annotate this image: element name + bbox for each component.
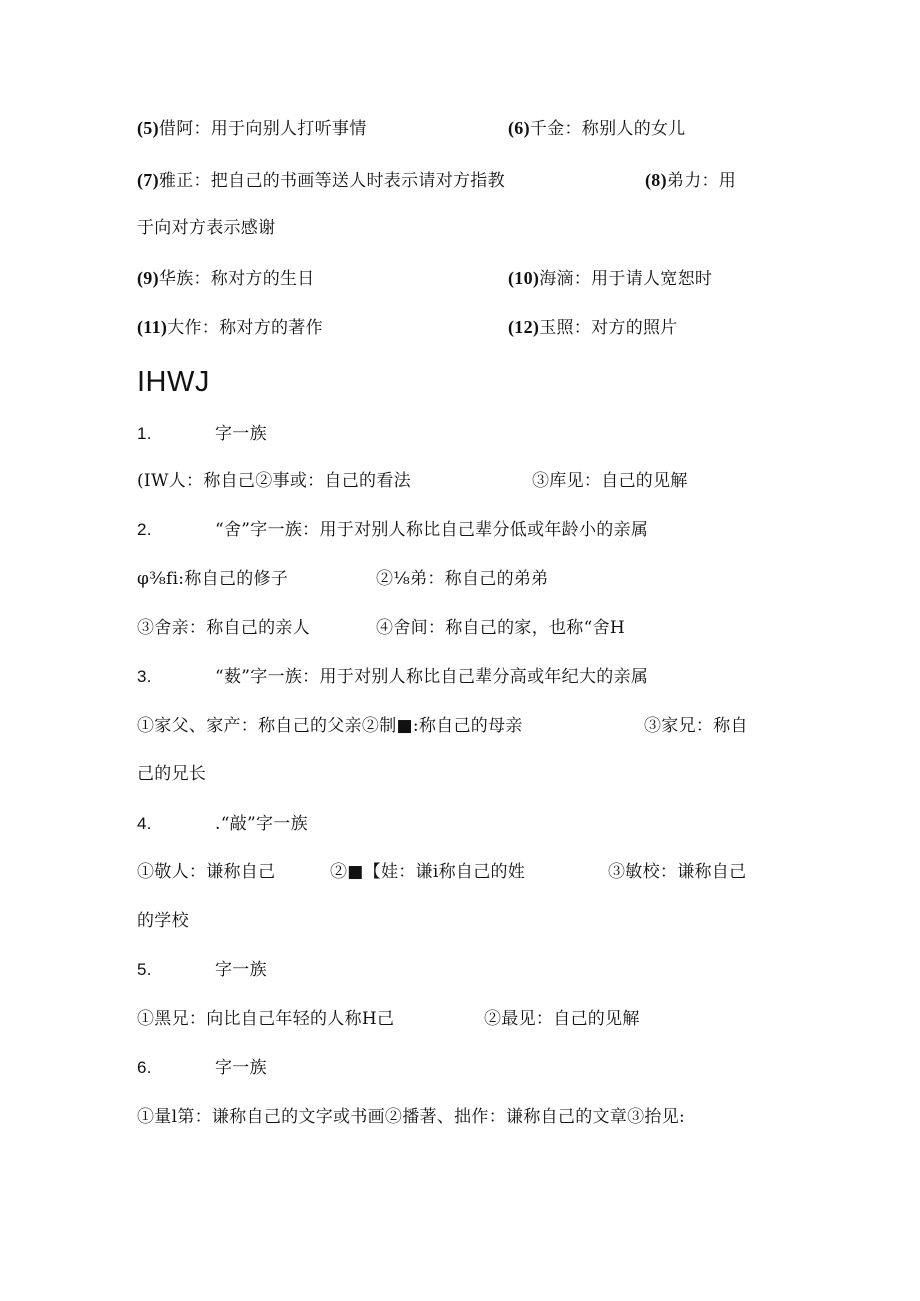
entry-text: ②⅛弟：称自己的弟弟: [376, 569, 549, 589]
item-8: [645, 168, 736, 193]
item-text: 千金：称别人的女儿: [529, 119, 686, 139]
family-3-line-1b: [644, 714, 748, 738]
item-number: (8): [645, 170, 667, 190]
entry-text: ③库见：自己的见解: [532, 471, 688, 491]
item-number: (6): [508, 118, 530, 138]
family-5-line-b: [484, 1007, 640, 1031]
entry-text: ①黑兄：向比自己年轻的人称H己: [137, 1009, 395, 1029]
item-7: [137, 168, 505, 193]
family-number: 5.: [137, 960, 152, 979]
section-heading: IHWJ: [137, 366, 210, 398]
entry-text: ③家兄：称自: [644, 716, 748, 736]
entry-text: ④舍间：称自己的家，也称“舍H: [376, 618, 626, 638]
entry-text: (IW人：称自己②事或：自己的看法: [137, 471, 411, 491]
entry-text: 的学校: [137, 911, 189, 931]
family-2-line-2b: [376, 616, 625, 640]
family-number: 1.: [137, 424, 152, 443]
entry-text: ②最见：自己的见解: [484, 1009, 640, 1029]
item-text: 华族：称对方的生日: [158, 269, 315, 289]
entry-text: ③舍亲：称自己的亲人: [137, 618, 310, 638]
family-title: 字一族: [215, 424, 267, 444]
item-text: 雅正：把自己的书画等送人时表示请对方指教: [158, 171, 505, 191]
family-number: 4.: [137, 814, 152, 833]
family-number: 6.: [137, 1058, 152, 1077]
family-3-line-2: [137, 762, 206, 786]
family-2-header: [137, 518, 648, 542]
family-number: 2.: [137, 520, 152, 539]
family-title: 字一族: [215, 1058, 267, 1078]
family-1-line: [137, 469, 411, 493]
entry-text: 己的兄长: [137, 764, 207, 784]
family-2-line-2: [137, 616, 310, 640]
item-8-continued: [137, 216, 275, 240]
entry-text: φ⅜fi:称自己的修子: [137, 569, 289, 589]
item-10: [508, 266, 712, 291]
family-4-line-1: [137, 860, 275, 884]
item-number: (7): [137, 170, 159, 190]
item-number: (11): [137, 317, 168, 337]
entry-text: ①家父、家产：称自己的父亲②制■:称自己的母亲: [137, 716, 523, 736]
family-4-line-2: [137, 909, 189, 933]
item-11: [137, 315, 323, 340]
entry-text: ①敬人：谦称自己: [137, 862, 276, 882]
entry-text: ③敏校：谦称自己: [608, 862, 747, 882]
family-3-line-1: [137, 714, 523, 738]
family-title: .“敲”字一族: [215, 814, 308, 834]
family-4-line-1c: [608, 860, 746, 884]
family-1-header: [137, 422, 267, 446]
family-5-header: [137, 958, 267, 982]
family-2-line-1: [137, 567, 288, 591]
family-title: “舍”字一族：用于对别人称比自己辈分低或年龄小的亲属: [215, 520, 649, 540]
item-5: [137, 116, 367, 141]
family-1-line-b: [532, 469, 688, 493]
family-5-line: [137, 1007, 394, 1031]
item-6: [508, 116, 686, 141]
family-6-header: [137, 1056, 267, 1080]
item-12: [508, 315, 678, 340]
item-number: (12): [508, 317, 540, 337]
item-number: (5): [137, 118, 159, 138]
item-text: 玉照：对方的照片: [539, 318, 678, 338]
item-9: [137, 266, 315, 291]
family-6-line: [137, 1105, 685, 1129]
family-3-header: [137, 665, 648, 689]
family-title: 字一族: [215, 960, 267, 980]
family-2-line-1b: [376, 567, 548, 591]
item-number: (10): [508, 268, 540, 288]
family-title: “薮”字一族：用于对别人称比自己辈分高或年纪大的亲属: [215, 667, 649, 687]
entry-text: ①量l第：谦称自己的文字或书画②播著、拙作：谦称自己的文章③抬见:: [137, 1107, 686, 1127]
item-text: 弟力：用: [666, 171, 737, 191]
item-number: (9): [137, 268, 159, 288]
item-text: 借阿：用于向别人打听事情: [158, 119, 367, 139]
item-text: 海滴：用于请人宽恕时: [539, 269, 713, 289]
item-text: 大作：称对方的著作: [167, 318, 323, 338]
item-text: 于向对方表示感谢: [137, 218, 276, 238]
entry-text: ②■【娃：谦i称自己的姓: [330, 862, 526, 882]
family-number: 3.: [137, 667, 152, 686]
family-4-line-1b: [330, 860, 525, 884]
family-4-header: [137, 812, 308, 836]
